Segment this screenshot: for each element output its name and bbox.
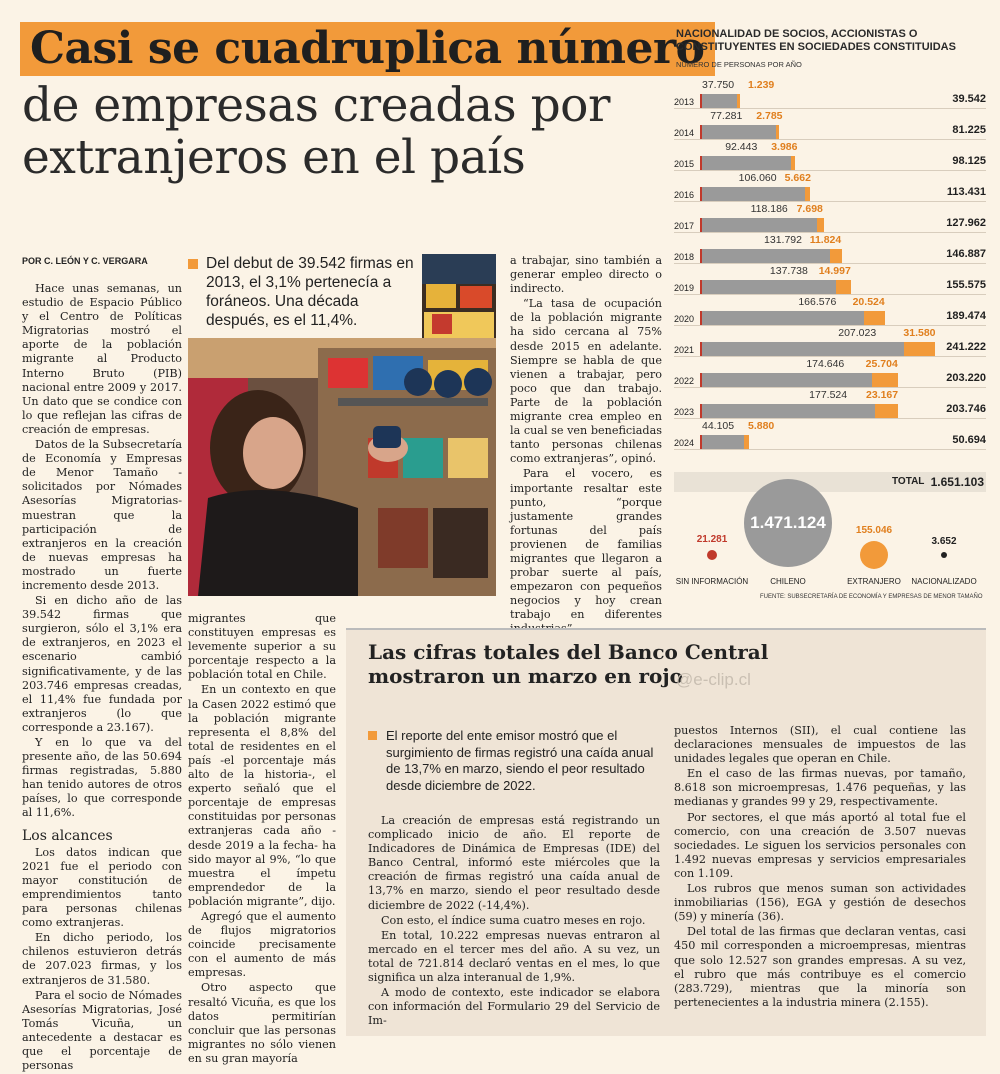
bar-chileno (700, 373, 872, 387)
bar-row (674, 264, 986, 295)
bar-row (674, 357, 986, 388)
paragraph: puestos Internos (SII), el cual contiene las declaraciones mensuales de impuestos de las unidades legales que operan en Chile. (674, 724, 966, 766)
paragraph: Hace unas semanas, un estudio de Espacio Público y el Centro de Políticas Migratorias mostró el aporte de la población migrante al Producto Interno Bruto (PIB) nacional entre 2009 y 2017. Un dato que se condice con lo que reflejan las cifras de creación de empresas. (22, 282, 182, 436)
bar-extranjero-label: 2.785 (756, 110, 783, 122)
bar-extranjero-label: 14.997 (818, 265, 851, 277)
store-photo (188, 338, 496, 596)
box-column-right (674, 724, 966, 1011)
bar-chileno (700, 187, 805, 201)
bar-chileno-label: 118.186 (750, 203, 788, 215)
bar-chileno (700, 125, 776, 139)
bubble-label: EXTRANJERO (847, 577, 901, 586)
chart-title: NACIONALIDAD DE SOCIOS, ACCIONISTAS O CONSTITUYENTES EN SOCIEDADES CONSTITUIDAS (676, 28, 956, 53)
bar-sin-informacion (700, 404, 702, 418)
subheading: Los alcances (22, 827, 113, 844)
bar-row (674, 295, 986, 326)
bar-chileno (700, 404, 875, 418)
bullet-square-icon (368, 731, 377, 740)
bar-total-label: 241.222 (946, 341, 986, 353)
paragraph: Los datos indican que 2021 fue el periodo con mayor constitución de emprendimientos tanto para personas chilenas como extranjeras. (22, 845, 182, 930)
bar-total-label: 146.887 (946, 248, 986, 260)
paragraph: migrantes que constituyen empresas es levemente superior a su porcentaje respecto a la población total en Chile. (188, 612, 336, 682)
bar-extranjero-label: 5.662 (784, 172, 811, 184)
paragraph: En el caso de las firmas nuevas, por tamaño, 8.618 son microempresas, 1.476 pequeñas, y las medianas y grandes 99 y 29, respectivamente. (674, 767, 966, 809)
chart-source: FUENTE: SUBSECRETARÍA DE ECONOMÍA Y EMPRESAS DE MENOR TAMAÑO (760, 594, 983, 600)
total-label: TOTAL (892, 476, 925, 487)
shelf-photo-inset (422, 254, 496, 340)
bar-total-label: 50.694 (952, 434, 986, 446)
bar-total-label: 39.542 (952, 93, 986, 105)
bar-year-label: 2022 (674, 376, 695, 386)
bar-year-label: 2021 (674, 345, 695, 355)
bar-year-label: 2023 (674, 407, 695, 417)
article-column-3 (510, 254, 662, 638)
bar-total-label: 113.431 (946, 186, 986, 198)
bar-year-label: 2018 (674, 252, 695, 262)
bar-chileno-label: 137.738 (769, 265, 808, 277)
bar-extranjero (830, 249, 842, 263)
bar-total-label: 203.220 (946, 372, 986, 384)
bubble-extranjero (860, 541, 889, 570)
bubble-label: NACIONALIZADO (911, 577, 977, 586)
paragraph: Los rubros que menos suman son actividades inmobiliarias (156), EGA y gestión de desechos (59) y minería (36). (674, 882, 966, 924)
bubble-label: CHILENO (770, 577, 806, 586)
bar-sin-informacion (700, 94, 702, 108)
bar-chileno-label: 174.646 (806, 358, 845, 370)
watermark: @e-clip.cl (676, 670, 751, 689)
bar-extranjero (744, 435, 750, 449)
bar-chileno-label: 166.576 (798, 296, 837, 308)
bar-extranjero (872, 373, 897, 387)
chart-subtitle: NÚMERO DE PERSONAS POR AÑO (676, 60, 802, 69)
bar-total-label: 81.225 (952, 124, 986, 136)
paragraph: En un contexto en que la Casen 2022 estimó que la población migrante representa el 8,8% del total de residentes en el país -el porcentaje más alto de la historia-, el experto señaló que el porcentaje de empresas constituidas por personas extranjeras cada año -desde 2019 a la fecha- ha sido mayor al 9%, “lo que muestra el ímpetu emprendedor de la población migrante”, dijo. (188, 683, 336, 908)
bar-extranjero (776, 125, 779, 139)
bar-year-label: 2016 (674, 190, 695, 200)
paragraph: Del total de las firmas que declaran ventas, casi 450 mil corresponden a microempresas, mientras que solo 12.527 son grandes empresas. A su vez, el rubro que más contribuye es el comercio (283.729), mientras que la minoría son pertenecientes a la industria minera (2.155). (674, 925, 966, 1009)
paragraph: En dicho periodo, los chilenos estuvieron detrás de 207.023 firmas, y los extranjeros de 31.580. (22, 931, 182, 987)
bar-row (674, 78, 986, 109)
bar-chileno (700, 218, 817, 232)
bubble-value: 155.046 (855, 524, 893, 536)
bar-extranjero-label: 23.167 (866, 389, 899, 401)
bar-row (674, 140, 986, 171)
bar-extranjero (817, 218, 825, 232)
bar-chileno (700, 435, 744, 449)
total-bar (674, 472, 986, 492)
bubble-nacionalizado (941, 552, 947, 558)
bar-extranjero (737, 94, 740, 108)
bar-total-label: 98.125 (952, 155, 986, 167)
bar-total-label: 203.746 (946, 403, 986, 415)
bar-chileno (700, 156, 791, 170)
bar-sin-informacion (700, 342, 702, 356)
bar-chileno-label: 106.060 (738, 172, 777, 184)
paragraph: a trabajar, sino también a generar empleo directo o indirecto. (510, 254, 662, 296)
bar-row (674, 233, 986, 264)
bubble-value: 21.281 (696, 533, 728, 545)
bar-row (674, 326, 986, 357)
bar-sin-informacion (700, 311, 702, 325)
bar-extranjero-label: 1.239 (748, 79, 775, 91)
bar-extranjero-label: 20.524 (852, 296, 885, 308)
paragraph: A modo de contexto, este indicador se elabora con información del Formulario 29 del Servicio de Im- (368, 986, 660, 1028)
pull-quote: Del debut de 39.542 firmas en 2013, el 3,1% pertenecía a foráneos. Una década después, es el 11,4%. (188, 254, 418, 330)
bar-sin-informacion (700, 373, 702, 387)
bar-year-label: 2017 (674, 221, 695, 231)
bullet-square-icon (188, 259, 198, 269)
bar-extranjero (836, 280, 851, 294)
bar-sin-informacion (700, 156, 702, 170)
bar-chileno-label: 177.524 (809, 389, 848, 401)
bar-chileno (700, 94, 737, 108)
paragraph: Otro aspecto que resaltó Vicuña, es que los datos permitirían concluir que las personas migrantes no sólo vienen en su gran mayoría (188, 981, 336, 1065)
bar-year-label: 2014 (674, 128, 695, 138)
bar-chileno-label: 131.792 (764, 234, 802, 246)
bubble-sin-información (707, 550, 718, 561)
bar-year-label: 2019 (674, 283, 695, 293)
bar-extranjero-label: 25.704 (865, 358, 898, 370)
bar-extranjero-label: 3.986 (771, 141, 798, 153)
bar-row (674, 171, 986, 202)
bar-year-label: 2024 (674, 438, 695, 448)
paragraph: La creación de empresas está registrando un complicado inicio de año. El reporte de Indicadores de Dinámica de Empresas (IDE) del Banco Central, informó este miércoles que la creación de firmas registró una caída anual de 13,7% en marzo, siendo el peor resultado desde diciembre de 2022 (-14,4%). (368, 814, 660, 912)
article-column-2 (188, 612, 336, 1067)
bar-row (674, 109, 986, 140)
article-column-1 (22, 282, 182, 1074)
bar-extranjero-label: 7.698 (796, 203, 823, 215)
bar-chileno-label: 207.023 (838, 327, 877, 339)
headline-highlight: Casi se cuadruplica número (20, 22, 715, 76)
bar-row (674, 388, 986, 419)
bar-sin-informacion (700, 249, 702, 263)
bar-extranjero (904, 342, 935, 356)
paragraph: Si en dicho año de las 39.542 firmas que surgieron, sólo el 3,1% era de extranjeros, en 2023 el escenario cambió significativamente, y de las 203.746 empresas creadas, el 11,4% fue fundada por extranjeros (lo que corresponde a 23.167). (22, 594, 182, 734)
bar-chileno-label: 92.443 (725, 141, 758, 153)
box-title: Las cifras totales del Banco Central mostraron un marzo en rojo (368, 640, 769, 688)
bar-sin-informacion (700, 125, 702, 139)
bar-year-label: 2020 (674, 314, 695, 324)
paragraph: Datos de la Subsecretaría de Economía y Empresas de Menor Tamaño -solicitados por Nómades Asesorías Migratorias- muestran que la participación de extranjeros en la creación de nuevas empresas ha mostrado un fuerte incremento desde 2013. (22, 438, 182, 592)
bar-chileno (700, 342, 904, 356)
bar-extranjero-label: 31.580 (903, 327, 936, 339)
bar-extranjero-label: 11.824 (809, 234, 842, 246)
bubble-value: 3.652 (931, 536, 957, 547)
bar-row (674, 202, 986, 233)
box-pull-quote: El reporte del ente emisor mostró que el surgimiento de firmas registró una caída anual de 13,7% en marzo, siendo el peor resultado desde diciembre de 2022. (368, 728, 660, 794)
bar-chileno (700, 280, 836, 294)
bubble-value: 1.471.124 (750, 513, 826, 532)
headline-rest: de empresas creadas por extranjeros en el país (22, 78, 610, 185)
bar-total-label: 155.575 (946, 279, 986, 291)
bar-sin-informacion (700, 187, 702, 201)
bar-sin-informacion (700, 218, 702, 232)
bar-extranjero (791, 156, 795, 170)
paragraph: Para el socio de Nómades Asesorías Migratorias, José Tomás Vicuña, un antecedente a destacar es que el porcentaje de personas (22, 988, 182, 1073)
total-value: 1.651.103 (930, 475, 984, 489)
paragraph: Para el vocero, es importante resaltar este punto, “porque justamente grandes fortunas del país provienen de familias migrantes que llegaron a probar suerte al país, empezaron con pequeños negocios y hoy crean trabajo en diferentes (510, 467, 662, 622)
bar-extranjero (805, 187, 811, 201)
paragraph: Por sectores, el que más aportó al total fue el comercio, con una creación de 3.507 nuevas sociedades. Le siguen los servicios personales con 1.492 nuevas empresas y servicios empresariales con 1.109. (674, 810, 966, 880)
bar-total-label: 189.474 (946, 310, 986, 322)
paragraph: “La tasa de ocupación de la población migrante ha sido cercana al 75% desde 2015 en adelante. Siempre se habla de que vienen a trabajar, pero poco que dan trabajo. Parte de la población migrante crea empleo en la cual se ven beneficiadas tanto personas chilenas como extranjeras”, opinó. (510, 297, 662, 466)
bar-chileno (700, 311, 864, 325)
bar-chileno-label: 77.281 (710, 110, 743, 122)
bar-sin-informacion (700, 280, 702, 294)
paragraph: Con esto, el índice suma cuatro meses en rojo. (381, 913, 646, 927)
bubble-label: SIN INFORMACIÓN (675, 577, 749, 586)
bar-row (674, 419, 986, 450)
paragraph: Y en lo que va del presente año, de las 50.694 firmas registradas, 5.880 han tenido autores de otros países, lo que corresponde al 11,6%. (22, 736, 182, 820)
bar-chileno-label: 44.105 (702, 420, 735, 432)
bar-extranjero (864, 311, 884, 325)
bar-chileno-label: 37.750 (702, 79, 735, 91)
bar-sin-informacion (700, 435, 702, 449)
byline: POR C. LEÓN Y C. VERGARA (22, 256, 148, 266)
paragraph: Agregó que el aumento de flujos migratorios coincide precisamente con el aumento de más empresas. (188, 909, 336, 980)
bar-year-label: 2015 (674, 159, 695, 169)
bar-year-label: 2013 (674, 97, 695, 107)
bar-extranjero-label: 5.880 (748, 420, 775, 432)
bar-total-label: 127.962 (946, 217, 986, 229)
box-column-left (368, 814, 660, 1029)
bar-extranjero (875, 404, 898, 418)
bar-chileno (700, 249, 830, 263)
paragraph: En total, 10.222 empresas nuevas entraron al mercado en el tercer mes del año. A su vez, un total de 721.814 declaró ventas en el mes, lo que significa un alza interanual de 1,9%. (368, 928, 660, 985)
